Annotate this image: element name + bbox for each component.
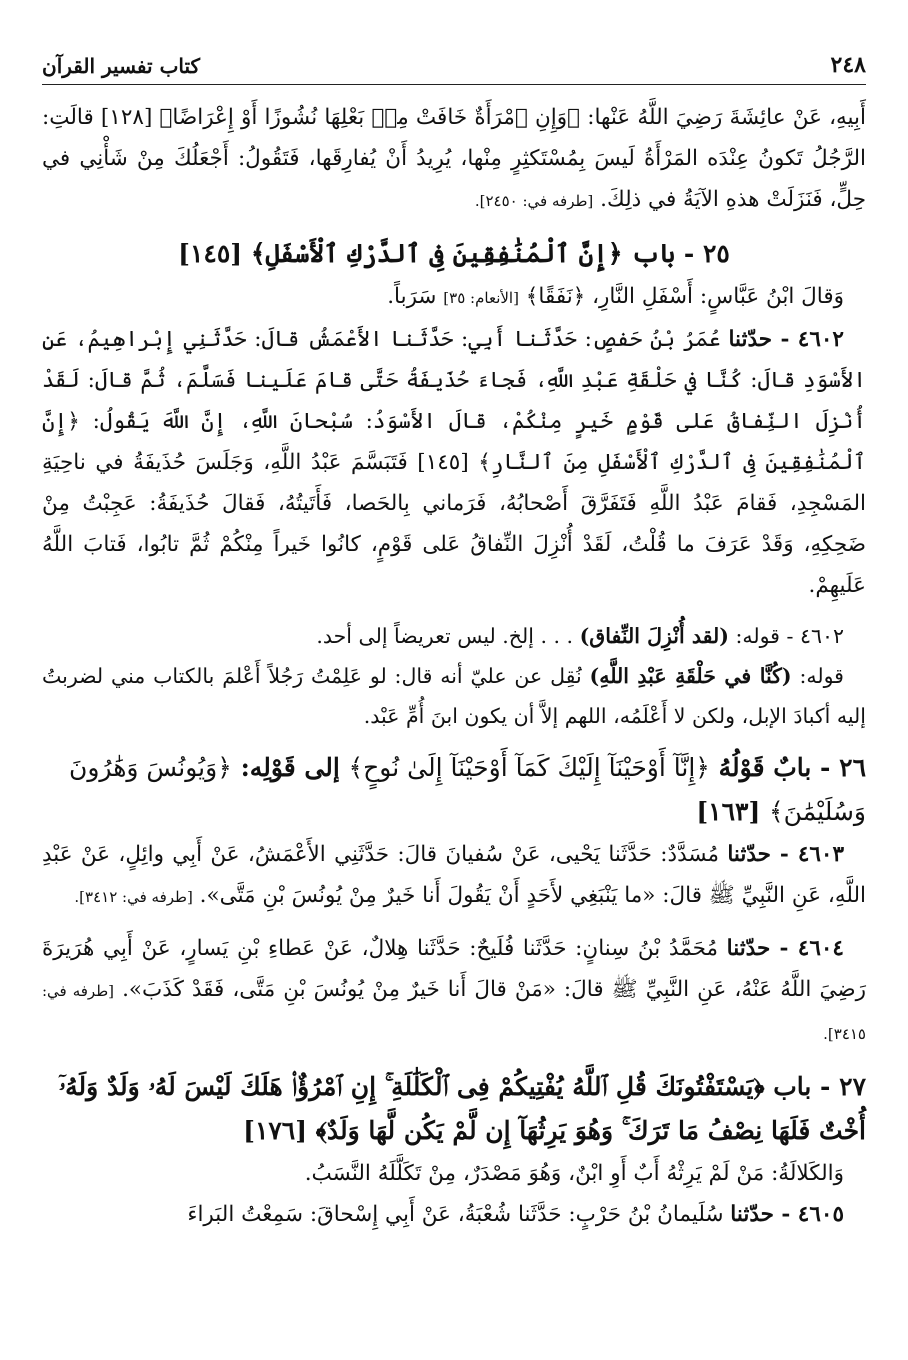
hadith-4604 (42, 928, 866, 1055)
commentary-4602 (42, 616, 866, 656)
cross-reference: [طرفه في: ٣٤١٥]. (42, 982, 866, 1043)
verse-number: [١٦٣] (696, 797, 761, 826)
chapter-title: ٢٦ - بابٌ قَوْلُهُ (718, 753, 866, 782)
page-header (42, 52, 866, 85)
hadith-text: عُمَرُ بْنُ حَفصٍ: حَدَّثَنا أَبِي: حَدَّثَنا الأَعْمَشُ قالَ: حَدَّثَنِي إِبْراهِيمُ، عَنِ الأَسْوَدِ قالَ: كُنَّا في حَلْقَةِ عَبْدِ اللَّهِ، فَجاءَ حُذَيفَةُ حَتَّى قامَ عَلَينا فَسَلَّمَ، ثُمَّ قالَ: لَقَدْ أُنْزِلَ النِّفاقُ عَلى قَوْمٍ خَيرٍ مِنْكُمْ، قالَ الأَسْوَدُ: سُبْحانَ اللَّهِ، إِنَّ اللَّهَ يَقُولُ: ﴿إِنَّ ٱلْمُنَٰفِقِينَ فِى ٱلدَّرْكِ ٱلْأَسْفَلِ مِنَ ٱلنَّارِ﴾ [١٤٥] فَتَبَسَّمَ عَبْدُ اللَّهِ، وَجَلَسَ حُذَيفَةُ في ناحِيَةِ المَسْجِدِ، فَقامَ عَبْدُ اللَّهِ فَتَفَرَّقَ أَصْحابُهُ، فَرَماني بِالحَصا، فَأَتَيتُهُ، فَقالَ حُذَيفَةُ: عَجِبْتُ مِنْ ضَحِكِهِ، وَقَدْ عَرَفَ ما قُلْتُ، لَقَدْ أُنْزِلَ النِّفاقُ عَلى قَوْمٍ، كانُوا خَيراً مِنْكُمْ ثُمَّ تابُوا، فَتابَ اللَّهُ عَلَيهِمْ. (42, 327, 866, 598)
commentary-quote: (لقد أُنْزِلَ النِّفاق) (579, 624, 729, 648)
hadith-4603 (42, 834, 866, 918)
paragraph-ibn-abbas (42, 276, 866, 319)
hadith-text: مُسَدَّدٌ: حَدَّثَنا يَحْيى، عَنْ سُفيانَ قالَ: حَدَّثَنِي الأَعْمَشُ، عَنْ أَبِي وائِلٍ، عَنْ عَبْدِ اللَّهِ، عَنِ النَّبِيِّ ﷺ قالَ: «ما يَنْبَغِي لأَحَدٍ أَنْ يَقُولَ أَنا خَيرٌ مِنْ يُونُسَ بْنِ مَتَّى». (42, 842, 866, 908)
commentary-halqa (42, 656, 866, 736)
chapter-connector: إلى قَوْلِه: (240, 753, 340, 782)
chapter-heading-26 (42, 746, 866, 834)
page-number: ٢٤٨ (830, 52, 866, 78)
paragraph-aisha (42, 97, 866, 222)
commentary-text: نُقِل عن عليّ أنه قال: لو عَلِمْتُ رَجُلاً أَعْلمَ بالكتاب مني لضربتُ إليه أكبادَ الإبل، ولكن لا أَعْلَمُه، اللهم إلاَّ أن يكون ابنَ أُمِّ عَبْد. (42, 664, 866, 728)
hadith-number: ٤٦٠٢ - حدّثنا (728, 327, 844, 352)
cross-reference: [طرفه في: ٣٤١٢]. (74, 888, 193, 906)
hadith-4605 (42, 1194, 866, 1235)
quran-verse: ﴿إِنَّآ أَوْحَيْنَآ إِلَيْكَ كَمَآ أَوْحَيْنَآ إِلَىٰ نُوحٍ﴾ (348, 753, 710, 782)
paragraph-text: سَرَباً. (387, 284, 437, 309)
paragraph-kalala (42, 1153, 866, 1194)
hadith-text: مُحَمَّدُ بْنُ سِنانٍ: حَدَّثَنا فُلَيحٌ: حَدَّثَنا هِلالٌ، عَنْ عَطاءِ بْنِ يَسارٍ، عَنْ أَبِي هُرَيرَةَ رَضِيَ اللَّهُ عَنْهُ، عَنِ النَّبِيِّ ﷺ قالَ: «مَنْ قالَ أَنا خَيرٌ مِنْ يُونُسَ بْنِ مَتَّى، فَقَدْ كَذَبَ». (42, 936, 867, 1002)
commentary-lead: قوله: (799, 664, 844, 688)
hadith-text: سُلَيمانُ بْنُ حَرْبٍ: حَدَّثَنا شُعْبَةُ، عَنْ أَبِي إِسْحاقَ: سَمِعْتُ البَراءَ (187, 1202, 724, 1227)
cross-reference: [طرفه في: ٢٤٥٠]. (474, 192, 594, 210)
paragraph-text: أَبِيهِ، عَنْ عائِشَةَ رَضِيَ اللَّهُ عَنْها: ﴿وَإِنِ ٱمْرَأَةٌ خَافَتْ مِنۢ بَعْلِهَا نُشُوزًا أَوْ إِعْرَاضًا﴾ [١٢٨] قالَتِ: الرَّجُلُ تَكونُ عِنْدَه المَرْأَةُ لَيسَ بِمُسْتَكثِرٍ مِنْها، يُرِيدُ أَنْ يُفارِقَها، فَتَقُولُ: أَجْعَلُكَ مِنْ شَأْنِي في حِلٍّ، فَنَزَلَتْ هذهِ الآيَةُ في ذلِكَ. (42, 105, 866, 212)
paragraph-text: وَقالَ ابْنُ عَبَّاسٍ: أَسْفَلِ النَّارِ، ﴿نَفَقًا﴾ (525, 284, 844, 309)
book-title: كتاب تفسير القرآن (42, 54, 201, 78)
paragraph-text: وَالكَلالَةُ: مَنْ لَمْ يَرِثْهُ أَبٌ أَوِ ابْنٌ، وَهُوَ مَصْدَرٌ، مِنْ تَكَلَّلَهُ النَّسَبُ. (304, 1161, 844, 1186)
quran-verse: ﴿وَيُونُسَ وَهَٰرُونَ وَسُلَيْمَٰنَ﴾ (69, 753, 866, 826)
chapter-heading-25: ٢٥ - باب ﴿إِنَّ ٱلْمُنَٰفِقِينَ فِى ٱلدَّرْكِ ٱلْأَسْفَلِ﴾ [١٤٥] (178, 239, 730, 268)
hadith-number: ٤٦٠٣ - حدّثنا (727, 842, 845, 867)
chapter-heading-27: ٢٧ - باب ﴿يَسْتَفْتُونَكَ قُلِ ٱللَّهُ يُفْتِيكُمْ فِى ٱلْكَلَٰلَةِ ۚ إِنِ ٱمْرُؤٌا۟ هَلَكَ لَيْسَ لَهُۥ وَلَدٌ وَلَهُۥٓ أُخْتٌ فَلَهَا نِصْفُ مَا تَرَكَ ۚ وَهُوَ يَرِثُهَآ إِن لَّمْ يَكُن لَّهَا وَلَدٌ﴾ [١٧٦] (58, 1072, 866, 1145)
cross-reference: [الأنعام: ٣٥] (443, 289, 519, 307)
commentary-number: ٤٦٠٢ - قوله: (735, 624, 844, 648)
hadith-number: ٤٦٠٤ - حدّثنا (726, 936, 844, 961)
commentary-text: . . . إلخ. ليس تعريضاً إلى أحد. (316, 624, 574, 648)
hadith-4602 (42, 319, 866, 606)
hadith-number: ٤٦٠٥ - حدّثنا (730, 1202, 844, 1227)
commentary-quote: (كُنَّا في حَلْقَةِ عَبْدِ اللَّهِ) (589, 664, 792, 688)
